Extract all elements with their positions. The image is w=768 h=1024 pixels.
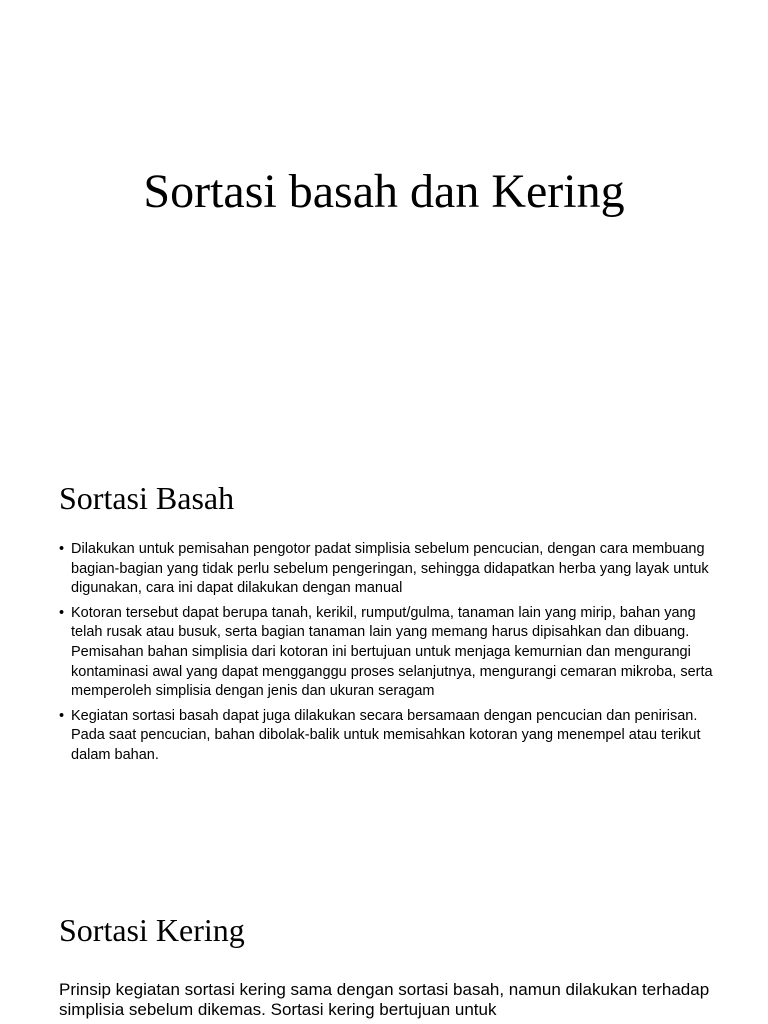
list-item xyxy=(59,604,719,702)
section-sortasi-basah xyxy=(59,478,719,771)
bullet-text: Kegiatan sortasi basah dapat juga dilakukan secara bersamaan dengan pencucian dan penirisan. Pada saat pencucian, bahan dibolak-balik untuk memisahkan kotoran yang menempel atau terikut dalam bahan. xyxy=(71,707,701,763)
bullet-icon: • xyxy=(59,541,65,557)
section-heading-basah: Sortasi Basah xyxy=(59,480,235,516)
section-paragraph-kering: Prinsip kegiatan sortasi kering sama dengan sortasi basah, namun dilakukan terhadap simplisia sebelum dikemas. Sortasi kering bertujuan untuk xyxy=(59,980,710,1019)
bullet-text: Kotoran tersebut dapat berupa tanah, kerikil, rumput/gulma, tanaman lain yang mirip, bahan yang telah rusak atau busuk, serta bagian tanaman lain yang memang harus dipisahkan dan dibuang. Pemisahan bahan simplisia dari kotoran ini bertujuan untuk menjaga kemurnian dan mengurangi kontaminasi awal yang dapat mengganggu proses selanjutnya, mengurangi cemaran mikroba, serta memperoleh simplisia dengan jenis dan ukuran seragam xyxy=(71,604,713,700)
bullet-text: Dilakukan untuk pemisahan pengotor padat simplisia sebelum pencucian, dengan cara membuang bagian-bagian yang tidak perlu sebelum pengeringan, sehingga didapatkan herba yang layak untuk digunakan, cara ini dapat dilakukan dengan manual xyxy=(71,541,709,597)
document-title: Sortasi basah dan Kering xyxy=(143,165,625,218)
list-item xyxy=(59,540,719,599)
bullet-icon: • xyxy=(59,707,65,724)
bullet-list-basah xyxy=(59,540,719,766)
title-slide xyxy=(0,0,768,432)
section-heading-kering: Sortasi Kering xyxy=(59,912,245,948)
section-sortasi-kering xyxy=(59,910,719,1020)
bullet-icon: • xyxy=(59,604,65,621)
list-item xyxy=(59,707,719,766)
